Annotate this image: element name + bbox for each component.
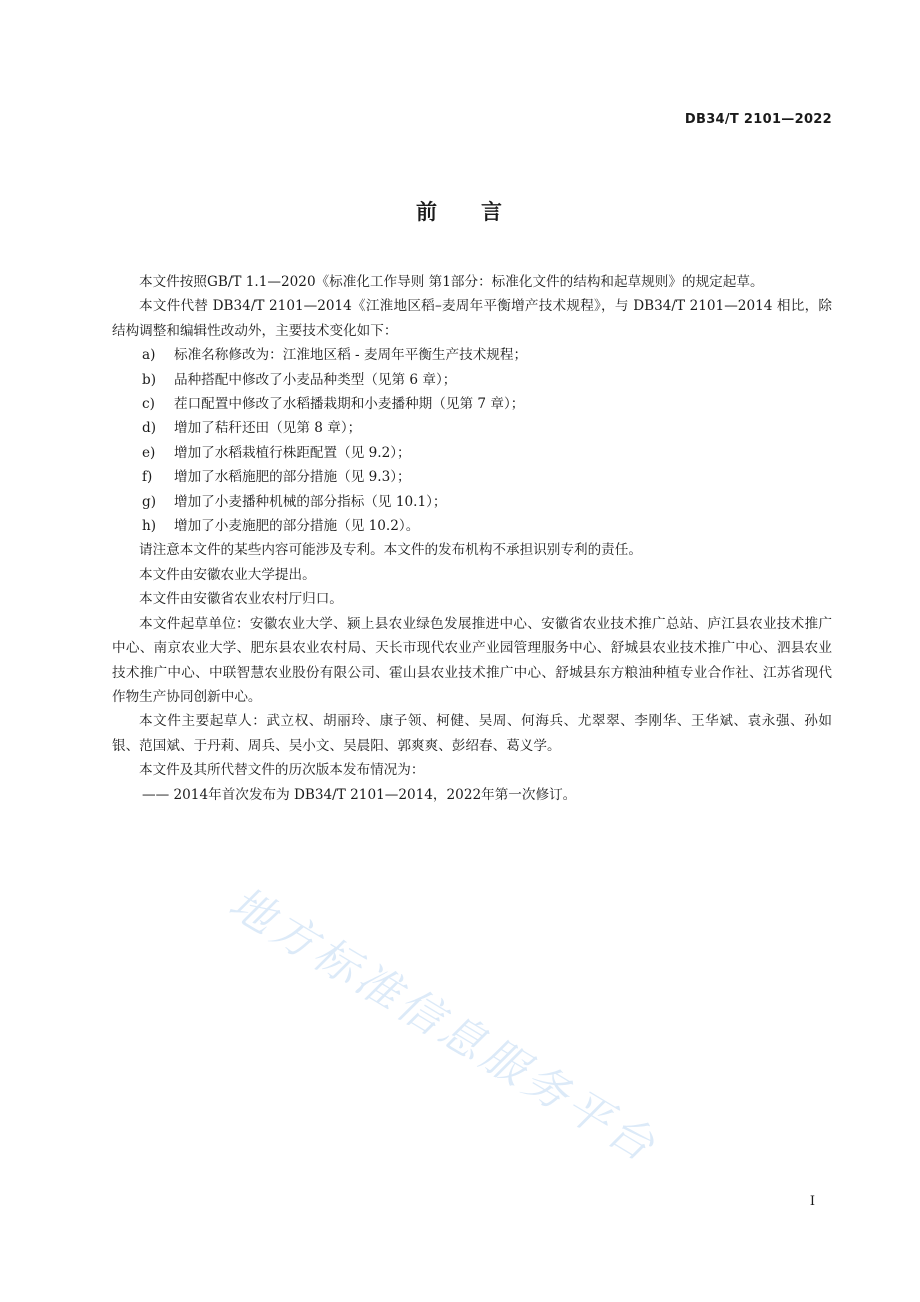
list-marker: e) — [142, 444, 156, 461]
list-marker: a) — [142, 347, 156, 364]
list-item — [112, 343, 832, 367]
page-title — [0, 196, 920, 226]
list-item — [112, 490, 832, 514]
foreword-body — [112, 270, 832, 807]
list-item-text: 标准名称修改为：江淮地区稻 - 麦周年平衡生产技术规程； — [174, 347, 528, 364]
list-marker: h) — [142, 518, 157, 535]
page-number: I — [809, 1194, 815, 1209]
list-item-text: 增加了秸秆还田（见第 8 章）； — [174, 420, 362, 437]
title-char-1: 前 — [416, 200, 439, 224]
history-item: —— 2014年首次发布为 DB34/T 2101—2014，2022年第一次修订。 — [142, 786, 577, 803]
list-item-text: 茬口配置中修改了水稻播栽期和小麦播种期（见第 7 章）； — [174, 396, 525, 413]
watermark: 地方标准信息服务平台 — [220, 877, 667, 1174]
list-marker: d) — [142, 420, 157, 437]
list-marker: g) — [142, 493, 157, 510]
list-item-text: 增加了水稻施肥的部分措施（见 9.3）； — [174, 469, 411, 486]
list-item-text: 增加了小麦施肥的部分措施（见 10.2）。 — [174, 518, 420, 535]
paragraph-managed-by: 本文件由安徽省农业农村厅归口。 — [139, 591, 343, 608]
title-char-2: 言 — [481, 200, 504, 224]
paragraph-proposed-by: 本文件由安徽农业大学提出。 — [139, 566, 316, 583]
list-item — [112, 441, 832, 465]
paragraph-replacement: 本文件代替 DB34/T 2101—2014《江淮地区稻–麦周年平衡增产技术规程》，与 DB34/T 2101—2014 相比，除结构调整和编辑性改动外，主要技术变化如下： — [112, 298, 832, 339]
list-item-text: 增加了小麦播种机械的部分指标（见 10.1）； — [174, 493, 447, 510]
paragraph-history-intro: 本文件及其所代替文件的历次版本发布情况为： — [139, 762, 425, 779]
paragraph-drafting-units: 本文件起草单位：安徽农业大学、颍上县农业绿色发展推进中心、安徽省农业技术推广总站、庐江县农业技术推广中心、南京农业大学、肥东县农业农村局、天长市现代农业产业园管理服务中心、舒城县农业技术推广中心、泗县农业技术推广中心、中联智慧农业股份有限公司、霍山县农业技术推广中心、舒城县东方粮油种植专业合作社、江苏省现代作物生产协同创新中心。 — [112, 615, 832, 705]
list-item — [112, 465, 832, 489]
list-item — [112, 416, 832, 440]
standard-code: DB34/T 2101—2022 — [684, 112, 832, 127]
paragraph-drafters: 本文件主要起草人：武立权、胡丽玲、康子领、柯健、吴周、何海兵、尤翠翠、李刚华、王华斌、袁永强、孙如银、范国斌、于丹莉、周兵、吴小文、吴晨阳、郭爽爽、彭绍春、葛义学。 — [112, 713, 832, 754]
list-item-text: 增加了水稻栽植行株距配置（见 9.2）； — [174, 444, 411, 461]
list-marker: b) — [142, 371, 157, 388]
list-item — [112, 514, 832, 538]
list-item — [112, 368, 832, 392]
paragraph-patent-notice: 请注意本文件的某些内容可能涉及专利。本文件的发布机构不承担识别专利的责任。 — [139, 542, 642, 559]
list-item — [112, 392, 832, 416]
paragraph-drafting-rules: 本文件按照GB/T 1.1—2020《标准化工作导则 第1部分：标准化文件的结构和起草规则》的规定起草。 — [139, 274, 764, 290]
list-marker: c) — [142, 396, 155, 413]
list-marker: f) — [142, 469, 153, 486]
list-item-text: 品种搭配中修改了小麦品种类型（见第 6 章）； — [174, 371, 457, 388]
